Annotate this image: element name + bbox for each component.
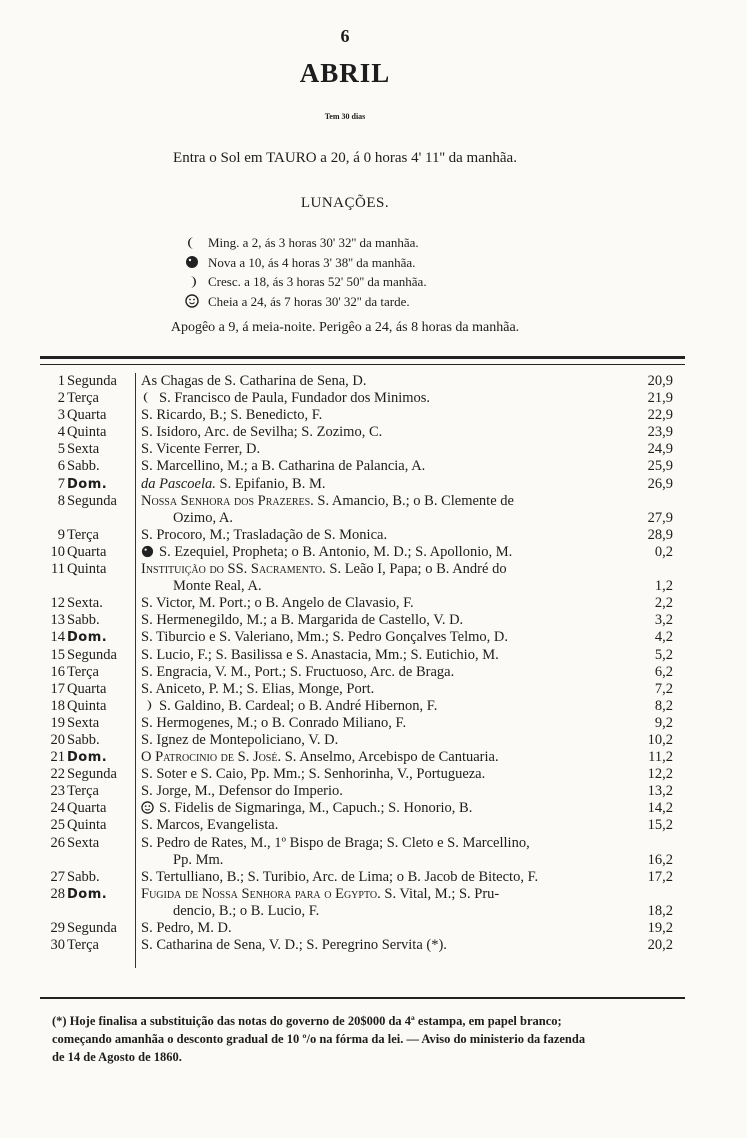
new-moon-icon [141,545,154,558]
weekday: Dom. [67,750,108,766]
phase-text: Cresc. a 18, ás 3 horas 52' 50'' da manhãa. [208,274,427,289]
value-cell: 3,2 [654,612,673,629]
value-cell: 12,2 [647,766,673,783]
saint-text-body: S. Galdino, B. Cardeal; o B. André Hibernon, F. [159,697,438,714]
saint-text-continued: Monte Real, A. [173,578,262,595]
day-number: 22 [50,766,65,783]
value-cell: 14,2 [647,800,673,817]
day-number: 25 [50,817,65,834]
weekday: Sabb. [67,868,100,885]
table-row [40,561,685,595]
saint-text: S. Ricardo, B.; S. Benedicto, F. [141,407,323,424]
saint-text: S. Tertulliano, B.; S. Turibio, Arc. de Lima; o B. Jacob de Bitecto, F. [141,868,539,885]
saint-text [141,493,514,510]
footnote-line: de 14 de Agosto de 1860. [52,1050,182,1064]
saint-text [141,544,512,561]
saint-text: As Chagas de S. Catharina de Sena, D. [141,373,367,389]
footnote-line: (*) Hoje finalisa a substituição das notas do governo de 20$000 da 4ª estampa, em papel branco; [52,1014,562,1028]
day-number: 8 [57,492,65,509]
feast-name: Instituição do SS. Sacramento. [141,561,326,578]
value-cell: 28,9 [647,526,673,543]
new-moon-icon [185,255,199,269]
table-row [40,869,685,886]
saint-text: S. Marcellino, M.; a B. Catharina de Palancia, A. [141,458,426,475]
saint-text-continued: Pp. Mm. [173,851,224,868]
day-number: 1 [57,373,65,389]
sun-entry: Entra o Sol em TAURO a 20, á 0 horas 4' 11'' da manhãa. [173,150,517,166]
day-number: 30 [50,937,65,954]
full-moon-icon [141,801,154,814]
day-number: 28 [50,885,65,902]
table-row [40,612,685,629]
value-cell: 0,2 [654,543,673,560]
value-cell: 26,9 [647,475,673,492]
table-row [40,390,685,407]
table-row [40,681,685,698]
value-cell: 7,2 [654,680,673,697]
day-number: 19 [50,714,65,731]
bottom-rule [40,997,685,999]
day-number: 18 [50,697,65,714]
saint-text [141,886,499,903]
day-number: 4 [57,424,65,441]
saint-text: S. Catharina de Sena, V. D.; S. Peregrino Servita (*). [141,937,447,954]
day-number: 11 [51,561,65,578]
table-row [40,732,685,749]
day-number: 16 [50,663,65,680]
saint-text: S. Jorge, M., Defensor do Imperio. [141,783,343,800]
saint-text: S. Lucio, F.; S. Basilissa e S. Anastacia, Mm.; S. Eutichio, M. [141,646,499,663]
saint-text: S. Ignez de Montepoliciano, V. D. [141,731,339,748]
saint-text: S. Aniceto, P. M.; S. Elias, Monge, Port. [141,680,375,697]
table-row [40,629,685,646]
day-number: 5 [57,441,65,458]
saint-text: S. Soter e S. Caio, Pp. Mm.; S. Senhorinha, V., Portugueza. [141,766,486,783]
value-cell: 1,2 [654,578,673,595]
last-quarter-moon-icon [141,391,154,404]
day-number: 23 [50,783,65,800]
saint-text-continued: Ozimo, A. [173,509,234,526]
weekday: Quarta [67,680,107,697]
weekday: Terça [67,783,99,800]
day-number: 10 [50,543,65,560]
moon-phases [185,233,427,311]
value-cell: 20,9 [647,373,673,389]
saint-text [141,476,325,493]
value-cell: 8,2 [654,697,673,714]
footnote-line: começando amanhãa o desconto gradual de 10 º/o na fórma da lei. — Aviso do ministerio da fazenda [52,1032,586,1046]
saint-text-body: S. Amancio, B.; o B. Clemente de [317,492,514,509]
table-row [40,407,685,424]
page-number: 6 [340,26,350,46]
value-cell: 24,9 [647,441,673,458]
table-row [40,424,685,441]
value-cell: 27,9 [647,509,673,526]
table-row [40,817,685,834]
phase-text: Ming. a 2, ás 3 horas 30' 32'' da manhãa. [208,235,419,250]
day-number: 24 [50,800,65,817]
weekday: Terça [67,663,99,680]
day-number: 20 [50,731,65,748]
table-row [40,749,685,766]
saint-text: S. Procoro, M.; Trasladação de S. Monica. [141,526,388,543]
days-count: Tem 30 dias [324,112,366,121]
weekday: Quarta [67,407,107,424]
feast-name: O Patrocinio de S. José. [141,749,282,766]
day-number: 9 [57,526,65,543]
weekday: Quarta [67,543,107,560]
phase-text: Nova a 10, ás 4 horas 3' 38'' da manhãa. [208,254,416,270]
saint-text-body: S. Anselmo, Arcebispo de Cantuaria. [284,749,499,766]
phase-full-moon [185,292,427,312]
footnote [52,1012,692,1066]
saint-text: S. Vicente Ferrer, D. [141,441,261,458]
day-number: 2 [57,390,65,407]
table-row [40,937,685,954]
saint-text: S. Isidoro, Arc. de Sevilha; S. Zozimo, C. [141,424,383,441]
saint-text [141,800,472,817]
phase-first-quarter [185,272,427,292]
saint-text: S. Victor, M. Port.; o B. Angelo de Clavasio, F. [141,595,414,612]
saint-text-body: S. Leão I, Papa; o B. André do [329,561,507,578]
table-row [40,544,685,561]
weekday: Segunda [67,646,117,663]
day-number: 26 [50,834,65,851]
table-row [40,458,685,475]
value-cell: 17,2 [647,868,673,885]
saint-text [141,749,499,766]
weekday: Terça [67,937,99,954]
saint-text [141,561,507,578]
first-quarter-moon-icon [141,699,154,712]
apsides-note: Apogêo a 9, á meia-noite. Perigêo a 24, ás 8 horas da manhãa. [170,320,520,335]
table-row [40,800,685,817]
day-number: 6 [57,458,65,475]
phase-new-moon [185,253,427,273]
table-row [40,715,685,732]
table-row [40,664,685,681]
first-quarter-moon-icon [185,275,199,289]
day-number: 15 [50,646,65,663]
value-cell: 9,2 [654,714,673,731]
phase-last-quarter [185,233,427,253]
saint-text [141,698,437,715]
weekday: Quinta [67,817,107,834]
feast-name: Fugida de Nossa Senhora para o Egypto. [141,885,381,902]
weekday: Sabb. [67,731,100,748]
weekday: Dom. [67,476,108,492]
value-cell: 20,2 [647,937,673,954]
day-number: 21 [50,749,65,766]
value-cell: 4,2 [654,629,673,646]
table-row [40,920,685,937]
table-row [40,783,685,800]
phase-text: Cheia a 24, ás 7 horas 30' 32'' da tarde. [208,293,410,309]
table-row [40,766,685,783]
saint-text-body: S. Fidelis de Sigmaringa, M., Capuch.; S. Honorio, B. [159,800,473,817]
value-cell: 22,9 [647,407,673,424]
weekday: Sabb. [67,458,100,475]
value-cell: 10,2 [647,731,673,748]
saint-text: S. Pedro de Rates, M., 1º Bispo de Braga; S. Cleto e S. Marcellino, [141,834,530,851]
saint-text-body: S. Vital, M.; S. Pru- [384,885,500,902]
value-cell: 23,9 [647,424,673,441]
day-number: 29 [50,920,65,936]
saint-text: S. Tiburcio e S. Valeriano, Mm.; S. Pedro Gonçalves Telmo, D. [141,629,508,646]
table-row [40,698,685,715]
month-title: ABRIL [299,58,391,88]
weekday: Quinta [67,561,107,578]
day-number: 7 [57,475,65,492]
saint-text-body: S. Epifanio, B. M. [219,475,326,492]
day-number: 17 [50,680,65,697]
value-cell: 16,2 [647,851,673,868]
table-row [40,493,685,527]
saint-text: S. Hermenegildo, M.; a B. Margarida de Castello, V. D. [141,612,464,629]
saint-text [141,390,430,407]
value-cell: 2,2 [654,595,673,612]
weekday: Sexta [67,441,100,458]
saint-text: S. Engracia, V. M., Port.; S. Fructuoso, Arc. de Braga. [141,663,455,680]
saint-text-continued: dencio, B.; o B. Lucio, F. [173,902,320,919]
table-row [40,886,685,920]
weekday: Segunda [67,920,117,936]
value-cell: 25,9 [647,458,673,475]
saint-text-body: S. Francisco de Paula, Fundador dos Minimos. [159,390,431,407]
weekday: Quinta [67,424,107,441]
table-row [40,647,685,664]
saint-text: S. Hermogenes, M.; o B. Conrado Miliano, F. [141,714,407,731]
weekday: Sabb. [67,612,100,629]
saint-text: S. Marcos, Evangelista. [141,817,279,834]
weekday: Terça [67,390,99,407]
value-cell: 15,2 [647,817,673,834]
weekday: Segunda [67,766,117,783]
weekday: Dom. [67,630,108,646]
weekday: Sexta [67,714,100,731]
value-cell: 18,2 [647,902,673,919]
full-moon-icon [185,294,199,308]
saint-text-body: S. Ezequiel, Propheta; o B. Antonio, M. D.; S. Apollonio, M. [159,543,513,560]
weekday: Quinta [67,697,107,714]
weekday: Quarta [67,800,107,817]
day-number: 12 [50,595,65,612]
calendar-table [40,373,685,954]
value-cell: 13,2 [647,783,673,800]
top-rule-thin [40,364,685,365]
table-row [40,441,685,458]
feast-name: Nossa Senhora dos Prazeres. [141,492,314,509]
top-rule [40,356,685,359]
weekday: Terça [67,526,99,543]
value-cell: 6,2 [654,663,673,680]
last-quarter-moon-icon [185,236,199,250]
weekday: Sexta [67,834,100,851]
table-row [40,595,685,612]
day-number: 27 [50,868,65,885]
value-cell: 5,2 [654,646,673,663]
value-cell: 21,9 [647,390,673,407]
saint-text: S. Pedro, M. D. [141,920,232,936]
weekday: Sexta. [67,595,103,612]
table-row [40,835,685,869]
weekday: Dom. [67,886,108,902]
weekday: Segunda [67,373,117,389]
value-cell: 11,2 [648,749,673,766]
feast-name: da Pascoela. [141,475,216,492]
day-number: 14 [50,629,65,646]
day-number: 3 [57,407,65,424]
table-row [40,527,685,544]
lunations-title: LUNAÇÕES. [300,195,390,211]
value-cell: 19,2 [647,920,673,936]
weekday: Segunda [67,492,117,509]
table-row [40,373,685,390]
table-row [40,476,685,493]
day-number: 13 [50,612,65,629]
